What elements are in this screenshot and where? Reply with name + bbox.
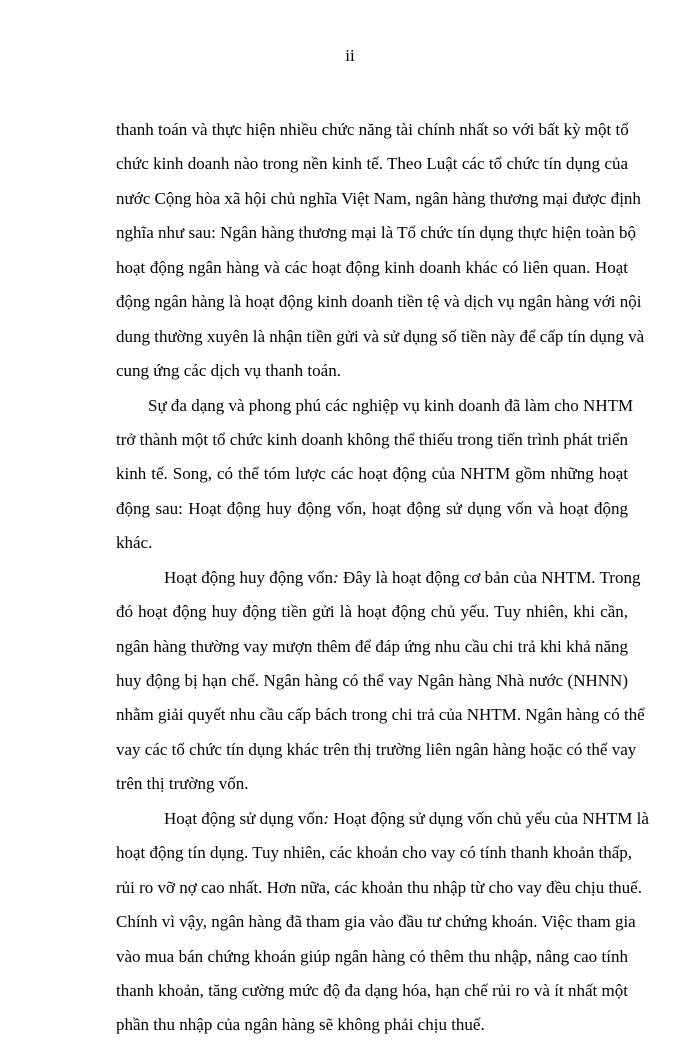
paragraph [116,802,649,1043]
text-line: huy động bị hạn chế. Ngân hàng có thể vay Ngân hàng Nhà nước (NHNN) [116,671,628,690]
paragraph [116,561,645,802]
text-line: động ngân hàng là hoạt động kinh doanh tiền tệ và dịch vụ ngân hàng với nội [116,292,642,312]
text-line: dung thường xuyên là nhận tiền gửi và sử dụng số tiền này để cấp tín dụng và [116,326,645,346]
text-line: nước Cộng hòa xã hội chủ nghĩa Việt Nam, ngân hàng thương mại được định [116,188,641,208]
text-line: nhằm giải quyết nhu cầu cấp bách trong chi trả của NHTM. Ngân hàng có thể [116,705,645,725]
text-line: ngân hàng thường vay mượn thêm để đáp ứng nhu cầu chi trả khi khả năng [116,636,628,656]
text-line: vào mua bán chứng khoán giúp ngân hàng có thêm thu nhập, nâng cao tính [116,946,628,966]
text-line: trên thị trường vốn. [116,774,249,794]
first-line-rest: Đây là hoạt động cơ bản của NHTM. Trong [338,567,641,587]
text-line: hoạt động ngân hàng và các hoạt động kinh doanh khác có liên quan. Hoạt [116,257,628,277]
body-text [116,113,649,1043]
text-line: cung ứng các dịch vụ thanh toán. [116,361,341,381]
first-line-rest: Hoạt động sử dụng vốn chủ yếu của NHTM là [329,808,649,828]
text-line: đó hoạt động huy động tiền gửi là hoạt động chủ yếu. Tuy nhiên, khi cần, [116,602,628,622]
text-line: kinh tế. Song, có thể tóm lược các hoạt động của NHTM gồm những hoạt [116,464,628,484]
text-line [116,802,649,836]
paragraph-term: Hoạt động sử dụng vốn [164,808,324,828]
text-line: khác. [116,533,153,553]
term-colon: : [333,567,339,587]
text-line: trở thành một tổ chức kinh doanh không thể thiếu trong tiến trình phát triển [116,429,629,449]
text-line: Chính vì vậy, ngân hàng đã tham gia vào đầu tư chứng khoán. Việc tham gia [116,912,636,932]
text-line: thanh toán và thực hiện nhiều chức năng tài chính nhất so với bất kỳ một tổ [116,120,629,139]
text-line: vay các tổ chức tín dụng khác trên thị trường liên ngân hàng hoặc có thể vay [116,739,637,759]
text-line: rủi ro vỡ nợ cao nhất. Hơn nữa, các khoản thu nhập từ cho vay đều chịu thuế. [116,877,642,897]
text-line: phần thu nhập của ngân hàng sẽ không phải chịu thuế. [116,1015,485,1035]
text-line: động sau: Hoạt động huy động vốn, hoạt động sử dụng vốn và hoạt động [116,498,628,518]
text-line: Sự đa dạng và phong phú các nghiệp vụ kinh doanh đã làm cho NHTM [148,395,634,415]
paragraph-term: Hoạt động huy động vốn [164,567,334,587]
text-line: chức kinh doanh nào trong nền kinh tế. Theo Luật các tổ chức tín dụng của [116,154,628,174]
text-line: thanh khoản, tăng cường mức độ đa dạng hóa, hạn chế rủi ro và ít nhất một [116,980,628,1000]
text-line: nghĩa như sau: Ngân hàng thương mại là Tổ chức tín dụng thực hiện toàn bộ [116,223,637,243]
paragraph [116,389,634,561]
text-line: hoạt động tín dụng. Tuy nhiên, các khoản cho vay có tính thanh khoản thấp, [116,843,633,863]
paragraph [116,113,645,389]
term-colon: : [323,808,330,828]
text-line [116,561,641,595]
page-number: ii [345,46,355,65]
